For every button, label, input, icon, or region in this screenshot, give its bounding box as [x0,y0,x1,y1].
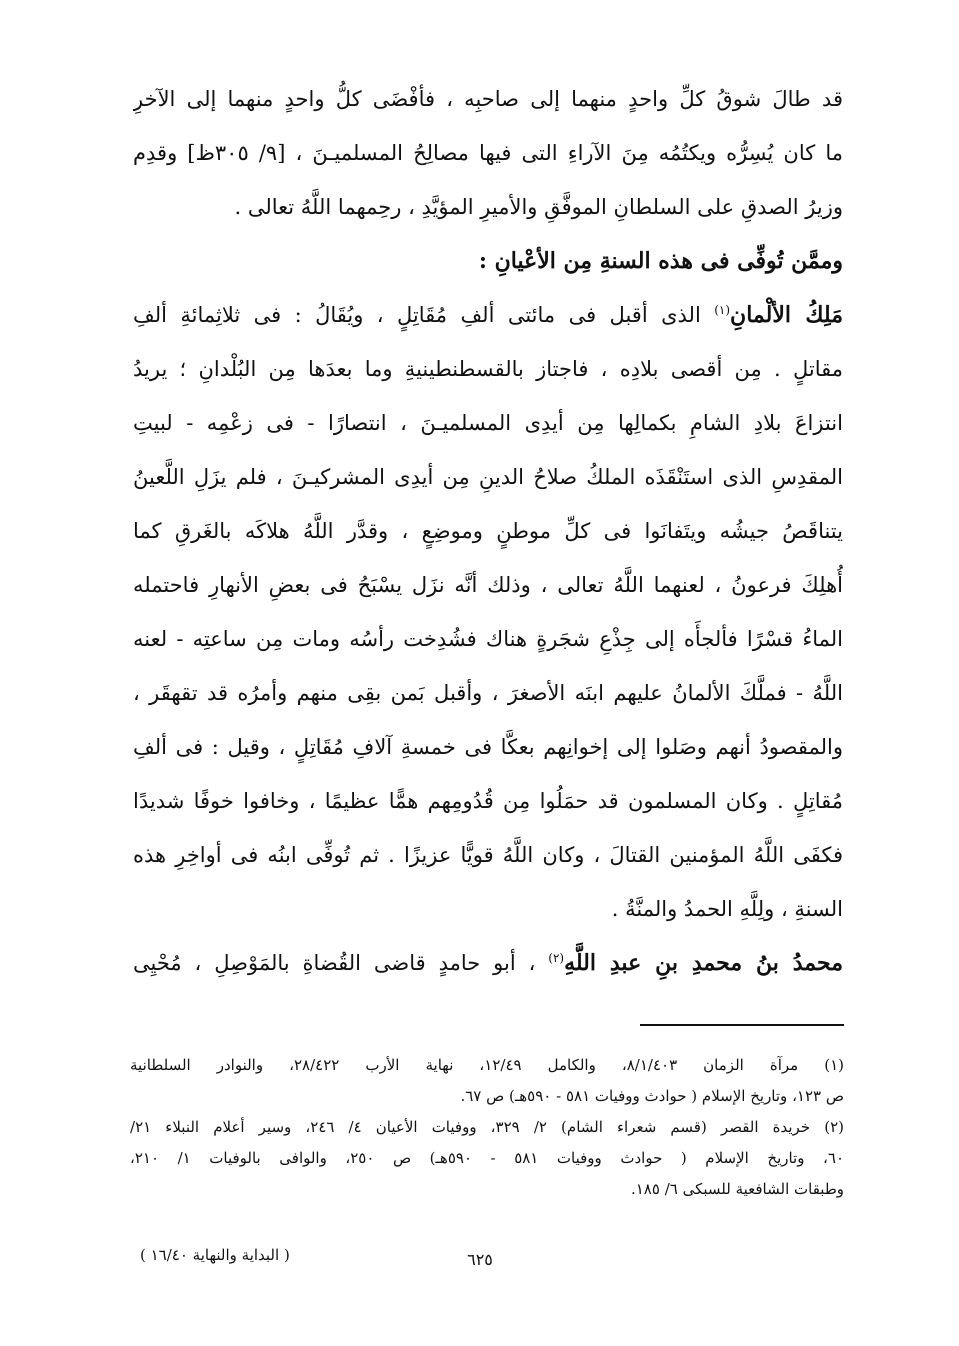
entry1-line-4: المقدِسِ الذى استَنْقَذَه الملكُ صلاحُ الدينِ مِن أيدِى المشركيـنَ ، فلم يزَلِ اللَّعينُ [133,465,843,489]
entry1-first-line-text: الذى أقبل فى مائتى ألفِ مُقَاتِلٍ ، ويُقَالُ : فى ثلاثِمائةِ ألفِ [133,303,715,327]
footnote-line-1: (١) مرآة الزمان ٨/١/٤٠٣، والكامل ١٢/٤٩، نهاية الأرب ٢٨/٤٢٢، والنوادر السلطانية [130,1056,844,1074]
entry2-name: محمدُ بنُ محمدِ بنِ عبدِ اللَّهِ [564,950,843,976]
entry1-line-9: والمقصودُ أنهم وصَلوا إلى إخوانِهم بعكَّا فى خمسةِ آلافِ مُقَاتِلٍ ، وقيل : فى ألفِ [133,735,843,759]
footnote-line-3: (٢) خريدة القصر (قسم شعراء الشام) ٢/ ٣٢٩، ووفيات الأعيان ٤/ ٢٤٦، وسير أعلام النبلاء ٢١/ [130,1118,844,1136]
text-line-3: وزيرُ الصدقِ على السلطانِ الموفَّقِ والأميرِ المؤيَّدِ ، رحِمهما اللَّهُ تعالى . [234,195,843,219]
entry1-name: مَلِكُ الألْمانِ [730,302,843,328]
entry1-first-line [133,288,843,342]
text-line-1: قد طالَ شوقُ كلِّ واحدٍ منهما إلى صاحبِه ، فأفْضَى كلُّ واحدٍ منهما إلى الآخرِ [133,87,843,111]
book-signature: ( البداية والنهاية ١٦/٤٠ ) [140,1246,290,1264]
entry2-first-line [133,936,843,990]
footnotes [130,1050,844,1205]
page-number: ٦٢٥ [467,1250,493,1269]
entry1-line-8: اللَّهُ - فملَّكَ الألمانُ عليهم ابنَه الأصغرَ ، وأقبل بَمن بقِى منهم وأمرُه قد تقهقَر ، [133,681,843,705]
footnote-divider [640,1024,844,1026]
entry1-line-12: السنةِ ، ولِلَّهِ الحمدُ والمنَّةُ . [611,897,843,921]
text-line-2: ما كان يُسِرُّه ويكتُمُه مِنَ الآراءِ التى فيها مصالِحُ المسلميـنَ ، [٩/ ٣٠٥ظ] وقدِم [133,141,843,165]
entry1-line-6: أُهلِكَ فرعونُ ، لعنهما اللَّهُ تعالى ، وذلك أنَّه نزَل يسْبَحُ فى بعضِ الأنهارِ فاحتمله [133,573,843,597]
section-heading: وممَّن تُوفِّى فى هذه السنةِ مِن الأعْيانِ : [478,248,843,274]
entry1-line-5: يتناقَصُ جيشُه ويتَفانَوا فى كلِّ موطنٍ وموضِعٍ ، وقدَّر اللَّهُ هلاكَه بالغَرقِ كما [133,519,843,543]
entry1-line-3: انتزاعَ بلادِ الشامِ بكمالِها مِن أيدِى المسلميـنَ ، انتصارًا - فى زعْمِه - لبيتِ [133,411,843,435]
footnote-line-2: ص ١٢٣، وتاريخ الإسلام ( حوادث ووفيات ٥٨١ - ٥٩٠هـ) ص ٦٧. [460,1087,844,1105]
entry1-line-10: مُقاتِلٍ . وكان المسلمون قد حمَلُوا مِن قُدُومِهم همًّا عظيمًا ، وخافوا خوفًا شديدًا [133,789,843,813]
footnote-line-5: وطبقات الشافعية للسبكى ٦/ ١٨٥. [630,1180,844,1198]
entry1-line-7: الماءُ قسْرًا فألجأَه إلى جِذْعِ شجَرةٍ هناك فشُدِخت رأسُه ومات مِن ساعتِه - لعنه [133,627,843,651]
entry1-line-2: مقاتلٍ . مِن أقصى بلادِه ، فاجتاز بالقسطنطينيةِ وما بعدَها مِن البُلْدانِ ؛ يريدُ [133,357,843,381]
entry2-first-line-text: ، أبو حامدٍ قاضى القُضاةِ بالمَوْصِلِ ، مُحْيِى [133,951,549,975]
main-text [133,72,843,990]
entry1-line-11: فكفَى اللَّهُ المؤمنين القتالَ ، وكان اللَّهُ قويًّا عزيزًا . ثم تُوفِّى ابنُه فى أواخِرِ هذه [133,843,843,867]
footnote-line-4: ٦٠، وتاريخ الإسلام ( حوادث ووفيات ٥٨١ - ٥٩٠هـ) ص ٢٥٠، والوافى بالوفيات ١/ ٢١٠، [130,1149,844,1167]
footnote-ref-1: (١) [714,303,731,317]
footnote-ref-2: (٢) [548,951,565,965]
